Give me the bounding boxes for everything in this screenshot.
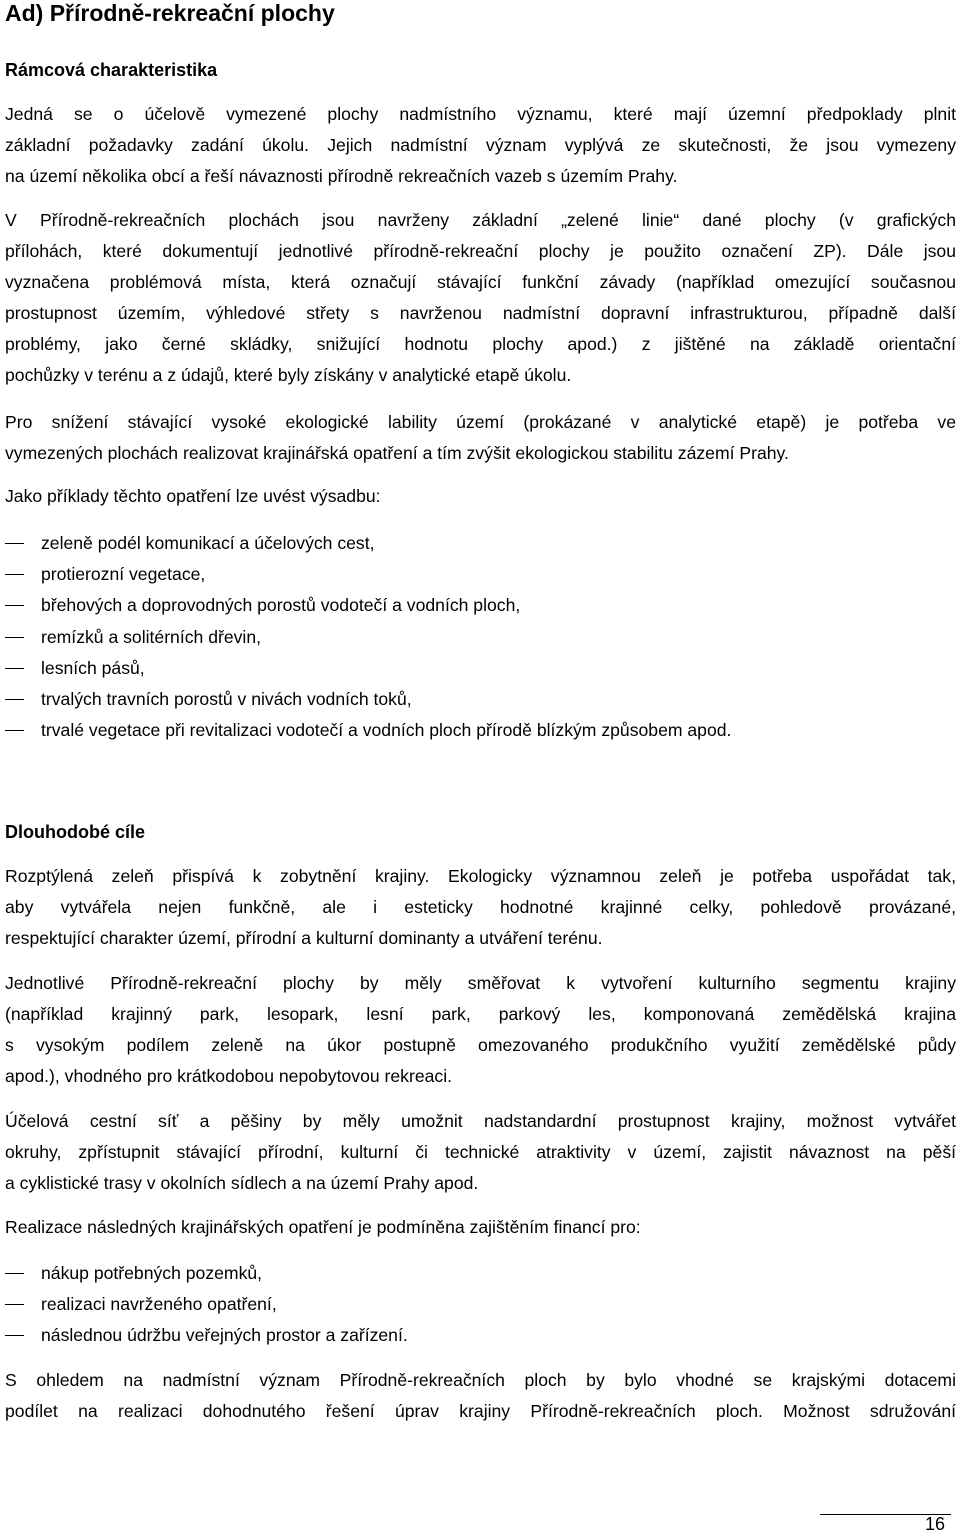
dash-bullet-icon: [5, 1304, 24, 1305]
text-line: vyznačena problémová místa, která označují stávající funkční závady (například omezující současnou: [5, 272, 956, 292]
text-line: Jako příklady těchto opatření lze uvést výsadbu:: [5, 486, 381, 506]
page-number: 16: [925, 1514, 946, 1534]
text-line: Účelová cestní síť a pěšiny by měly umožnit nadstandardní prostupnost krajiny, možnost vytvářet: [5, 1111, 956, 1131]
list-item: [5, 1320, 408, 1351]
list-item: [5, 622, 731, 653]
list-item: [5, 1258, 408, 1289]
text-line: okruhy, zpřístupnit stávající přírodní, kulturní či technické atraktivity v území, zajistit návaznost na pěší: [5, 1142, 956, 1162]
dash-bullet-icon: [5, 543, 24, 544]
financing-list: [5, 1258, 408, 1352]
text-line: přílohách, které dokumentují jednotlivé přírodně-rekreační plochy je použito označení ZP). Dále jsou: [5, 241, 956, 261]
text-line: Pro snížení stávající vysoké ekologické lability území (prokázané v analytické etapě) je potřeba ve: [5, 412, 956, 432]
text-line: Jednotlivé Přírodně-rekreační plochy by měly směřovat k vytvoření kulturního segmentu krajiny: [5, 973, 956, 993]
text-line: vymezených plochách realizovat krajinářská opatření a tím zvýšit ekologickou stabilitu zázemí Prahy.: [5, 443, 789, 463]
text-line: pochůzky v terénu a z údajů, které byly získány v analytické etapě úkolu.: [5, 365, 572, 385]
text-line: podílet na realizaci dohodnutého řešení úprav krajiny Přírodně-rekreačních ploch. Možnost sdružování: [5, 1401, 956, 1421]
paragraph-intro: [5, 99, 956, 192]
text-line: S ohledem na nadmístní význam Přírodně-rekreačních ploch by bylo vhodné se krajskými dotacemi: [5, 1370, 956, 1390]
paragraph-financing-intro: [5, 1212, 956, 1243]
dash-bullet-icon: [5, 637, 24, 638]
planting-list: [5, 528, 731, 746]
dash-bullet-icon: [5, 1273, 24, 1274]
dash-bullet-icon: [5, 699, 24, 700]
text-line: a cyklistické trasy v okolních sídlech a na území Prahy apod.: [5, 1173, 479, 1193]
list-item-text: břehových a doprovodných porostů vodotečí a vodních ploch,: [41, 595, 521, 616]
list-item: [5, 590, 731, 621]
paragraph-scattered-greenery: [5, 861, 956, 954]
dash-bullet-icon: [5, 574, 24, 575]
text-line: Rozptýlená zeleň přispívá k zobytnění krajiny. Ekologicky významnou zeleň je potřeba uspořádat tak,: [5, 866, 956, 886]
paragraph-path-network: [5, 1106, 956, 1199]
page-heading: Ad) Přírodně-rekreační plochy: [5, 0, 335, 26]
dash-bullet-icon: [5, 668, 24, 669]
text-line: Jedná se o účelově vymezené plochy nadmístního významu, které mají územní předpoklady plnit: [5, 104, 956, 124]
paragraph-green-lines: [5, 205, 956, 391]
list-item-text: následnou údržbu veřejných prostor a zařízení.: [41, 1325, 408, 1346]
text-line: aby vytvářela nejen funkčně, ale i esteticky hodnotné krajinné celky, pohledově provázané,: [5, 897, 956, 917]
list-item: [5, 528, 731, 559]
text-line: na území několika obcí a řeší návaznosti přírodně rekreačních vazeb s územím Prahy.: [5, 166, 678, 186]
text-line: prostupnost územím, výhledové střety s navrženou nadmístní dopravní infrastrukturou, případně další: [5, 303, 956, 323]
text-line: Realizace následných krajinářských opatření je podmíněna zajištěním financí pro:: [5, 1217, 641, 1237]
list-item: [5, 684, 731, 715]
list-item-text: trvalých travních porostů v nivách vodních toků,: [41, 689, 412, 710]
text-line: s vysokým podílem zeleně na úkor postupně omezovaného produkčního využití zemědělské půdy: [5, 1035, 956, 1055]
list-item-text: realizaci navrženého opatření,: [41, 1294, 277, 1315]
paragraph-cultural-segment: [5, 968, 956, 1092]
text-line: základní požadavky zadání úkolu. Jejich nadmístní význam vyplývá ze skutečnosti, že jsou vymezeny: [5, 135, 956, 155]
section-title-long-term-goals: Dlouhodobé cíle: [5, 822, 146, 842]
paragraph-examples-intro: [5, 481, 956, 512]
text-line: apod.), vhodného pro krátkodobou nepobytovou rekreaci.: [5, 1066, 452, 1086]
text-line: respektující charakter území, přírodní a kulturní dominanty a utváření terénu.: [5, 928, 603, 948]
list-item-text: nákup potřebných pozemků,: [41, 1263, 263, 1283]
list-item: [5, 559, 731, 590]
paragraph-regional-subsidies: [5, 1365, 956, 1427]
list-item-text: zeleně podél komunikací a účelových cest,: [41, 533, 375, 553]
dash-bullet-icon: [5, 1335, 24, 1336]
list-item-text: trvalé vegetace při revitalizaci vodotečí a vodních ploch přírodě blízkým způsobem apod.: [41, 720, 732, 741]
list-item: [5, 715, 731, 746]
dash-bullet-icon: [5, 605, 24, 606]
list-item-text: remízků a solitérních dřevin,: [41, 626, 262, 647]
section-title-framework: Rámcová charakteristika: [5, 60, 218, 80]
list-item: [5, 1289, 408, 1320]
text-line: (například krajinný park, lesopark, lesní park, parkový les, komponovaná zemědělská krajina: [5, 1004, 956, 1024]
paragraph-ecological-stability: [5, 407, 956, 469]
text-line: V Přírodně-rekreačních plochách jsou navrženy základní „zelené linie“ dané plochy (v grafických: [5, 210, 956, 230]
text-line: problémy, jako černé skládky, snižující hodnotu plochy apod.) z jištěné na základě orientační: [5, 334, 956, 354]
list-item-text: protierozní vegetace,: [41, 564, 206, 585]
list-item-text: lesních pásů,: [41, 657, 145, 678]
list-item: [5, 653, 731, 684]
dash-bullet-icon: [5, 730, 24, 731]
